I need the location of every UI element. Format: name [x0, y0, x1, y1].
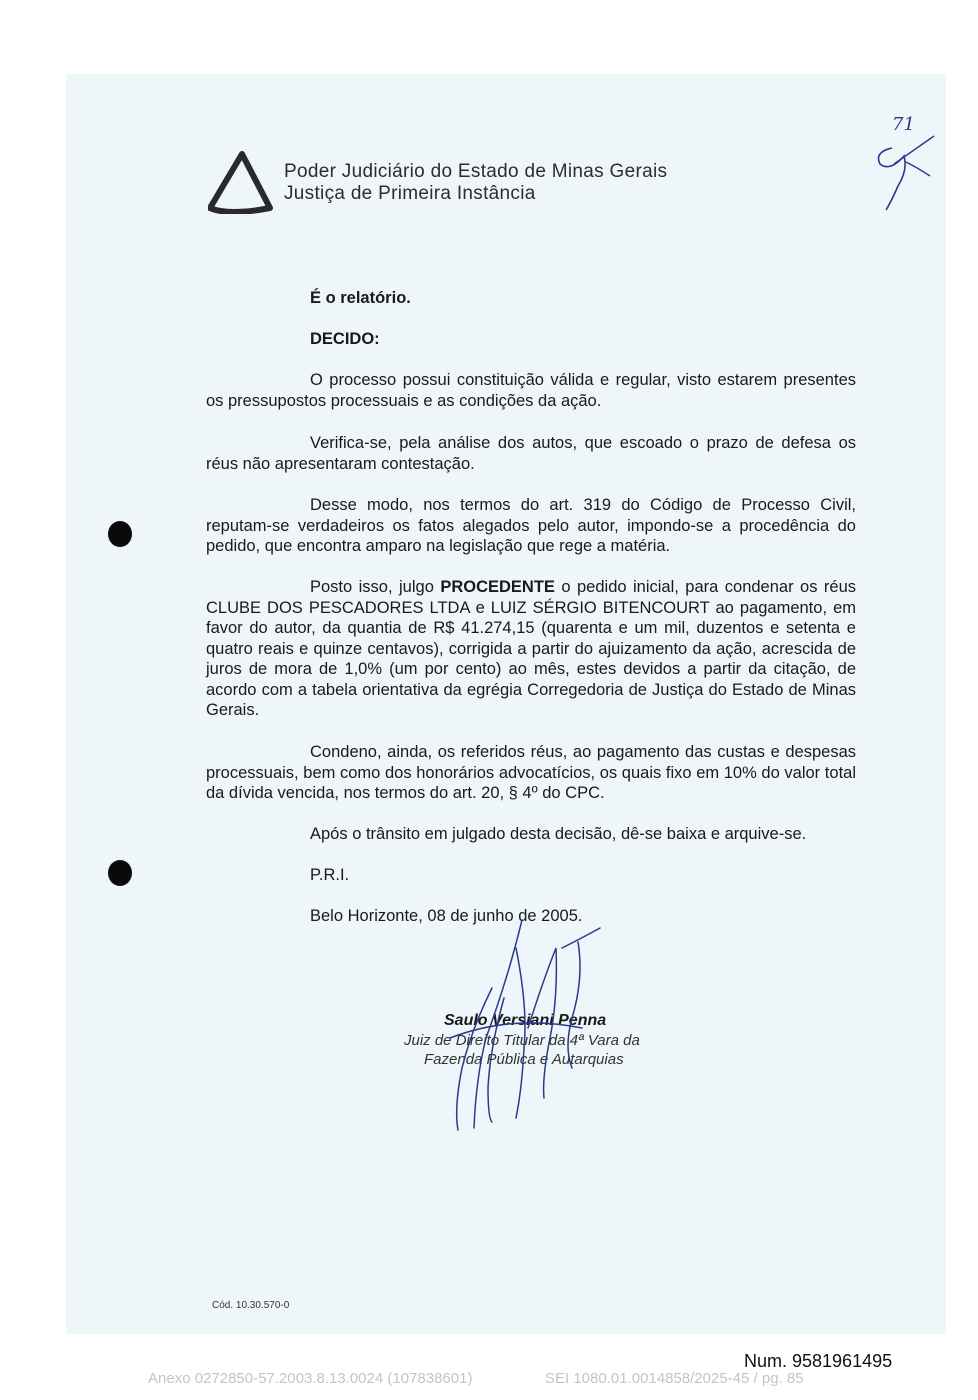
date-line: Belo Horizonte, 08 de junho de 2005.	[310, 907, 583, 925]
signatory-name: Saulo Versiani Penna	[444, 1012, 607, 1029]
court-triangle-logo-icon	[208, 150, 276, 214]
decido-heading: DECIDO:	[310, 330, 380, 348]
handwritten-signature-icon	[432, 918, 612, 1138]
paragraph-2: Verifica-se, pela análise dos autos, que escoado o prazo de defesa os réus não apresentaram contestação.	[206, 434, 856, 473]
paragraph-6: Após o trânsito em julgado desta decisão, dê-se baixa e arquive-se.	[310, 825, 807, 843]
court-name-line1: Poder Judiciário do Estado de Minas Gerais	[284, 161, 668, 182]
footer-sei: SEI 1080.01.0014858/2025-45 / pg. 85	[545, 1370, 804, 1387]
document-number: Num. 9581961495	[744, 1351, 893, 1371]
punch-hole	[108, 521, 132, 547]
paragraph-4: Posto isso, julgo PROCEDENTE o pedido inicial, para condenar os réus CLUBE DOS PESCADORES LTDA e LUIZ SÉRGIO BITENCOURT ao pagamento, em favor do autor, da quantia de R$ 41.274,15 (quarenta e um mil, duzentos e setenta e quatro reais e quinze centavos), corrigida a partir do ajuizamento da ação, acrescida de juros de mora de 1,0% (um por cento) ao mês, estes devidos a partir da citação, de acordo com a tabela orientativa da egrégia Corregedoria de Justiça do Estado de Minas Gerais.	[206, 578, 856, 719]
signatory-title-line1: Juiz de Direito Titular da 4ª Vara da	[404, 1032, 640, 1049]
paragraph-1: O processo possui constituição válida e regular, visto estarem presentes os pressupostos processuais e as condições da ação.	[206, 371, 856, 410]
handwritten-folio-mark	[862, 108, 942, 218]
court-name-line2: Justiça de Primeira Instância	[284, 183, 536, 204]
signatory-title-line2: Fazenda Pública e Autarquias	[424, 1051, 624, 1068]
relatorio-heading: É o relatório.	[310, 289, 411, 307]
form-code: Cód. 10.30.570-0	[212, 1300, 290, 1311]
folio-number: 71	[892, 114, 915, 135]
court-name	[284, 161, 667, 205]
paragraph-5: Condeno, ainda, os referidos réus, ao pagamento das custas e despesas processuais, bem como dos honorários advocatícios, os quais fixo em 10% do valor total da dívida vencida, nos termos do art. 20, § 4º do CPC.	[206, 743, 856, 802]
footer-annex: Anexo 0272850-57.2003.8.13.0024 (107838601)	[148, 1370, 473, 1387]
punch-hole	[108, 860, 132, 886]
pri-line: P.R.I.	[310, 866, 350, 884]
paragraph-3: Desse modo, nos termos do art. 319 do Código de Processo Civil, reputam-se verdadeiros os fatos alegados pelo autor, impondo-se a procedência do pedido, que encontra amparo na legislação que rege a matéria.	[206, 496, 856, 555]
